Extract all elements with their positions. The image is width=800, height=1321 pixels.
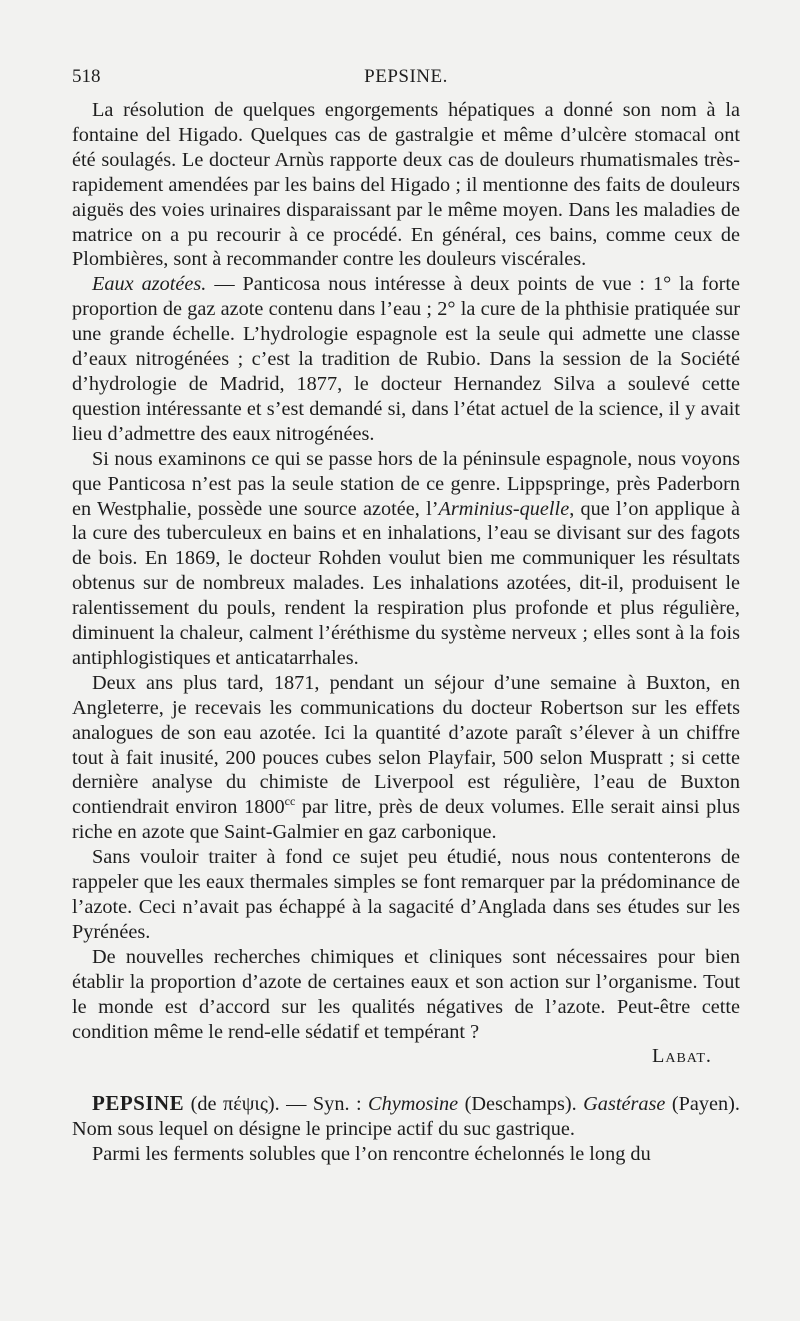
paragraph-buxton <box>72 671 740 845</box>
paragraph-text: Parmi les ferments solubles que l’on rencontre échelonnés le long du <box>92 1143 651 1166</box>
paragraph-text: par litre, près de deux volumes. Elle serait ainsi plus riche en azote que Saint-Galmier en gaz carbonique. <box>72 796 740 844</box>
paragraph-text: , que l’on applique à la cure des tuberculeux en bains et en inhalations, l’eau se divisant sur des fagots de bois. En 1869, le docteur Rohden voulut bien me communiquer les résultats obtenus sur de nombreux malades. Les inhalations azotées, dit-il, produisent le ralentissement du pouls, rendent la respiration plus profonde et plus régulière, diminuent la chaleur, calment l’éréthisme du système nerveux ; elles sont à la fois antiphlogistiques et anticatarrhales. <box>72 497 740 669</box>
paragraph-text: Sans vouloir traiter à fond ce sujet peu étudié, nous nous contenterons de rappeler que les eaux thermales simples se font remarquer par la prédominance de l’azote. Ceci n’avait pas échappé à la sagacité d’Anglada dans ses études sur les Pyrénées. <box>72 846 740 943</box>
entry-definition <box>72 1091 740 1142</box>
source-name-arminius: Arminius-quelle <box>438 497 570 520</box>
paragraph-eaux-azotees <box>72 272 740 446</box>
paragraph-text: De nouvelles recherches chimiques et cliniques sont nécessaires pour bien établir la proportion d’azote de certaines eaux et son action sur l’organisme. Tout le monde est d’accord sur les qualités négatives de l’azote. Peut-être cette condition même le rend-elle sédatif et tempérant ? <box>72 945 740 1043</box>
synonym-source: (Deschamps). <box>458 1093 584 1116</box>
paragraph-text: Deux ans plus tard, 1871, pendant un séjour d’une semaine à Buxton, en Angleterre, je recevais les communications du docteur Robertson sur les effets analogues de son eau azotée. Ici la quantité d’azote paraît s’élever à un chiffre tout à fait inusité, 200 pouces cubes selon Playfair, 500 selon Muspratt ; si cette dernière analyse du chimiste de Liverpool est régulière, l’eau de Buxton contiendrait environ 1800 <box>72 671 740 819</box>
entry-etymology: (de πέψις). — Syn. : <box>184 1093 369 1116</box>
main-text <box>72 98 740 1167</box>
synonym-source: (Payen). Nom sous lequel on désigne le principe actif du suc gastrique. <box>72 1093 740 1141</box>
unit-superscript: cc <box>284 794 296 809</box>
dictionary-entry-pepsine <box>72 1091 740 1167</box>
entry-paragraph <box>72 1142 740 1167</box>
synonym-gasterase: Gastérase <box>583 1093 666 1116</box>
entry-headword: PEPSINE <box>92 1091 185 1116</box>
running-title: PEPSINE. <box>364 66 448 87</box>
page-number: 518 <box>72 66 101 87</box>
paragraph-lippspringe <box>72 447 740 671</box>
paragraph-text: — Panticosa nous intéresse à deux points de vue : 1° la forte proportion de gaz azote contenu dans l’eau ; 2° la cure de la phthisie pratiquée sur une grande échelle. L’hydrologie espagnole est la seule qui admette une classe d’eaux nitrogénées ; c’est la tradition de Rubio. Dans la session de la Société d’hydrologie de Madrid, 1877, le docteur Hernandez Silva a soulevé cette question intéressante et s’est demandé si, dans l’état actuel de la science, il y avait lieu d’admettre des eaux nitrogénées. <box>72 273 740 445</box>
paragraph-text: Si nous examinons ce qui se passe hors de la péninsule espagnole, nous voyons que Panticosa n’est pas la seule station de ce genre. Lippspringe, près Paderborn en Westphalie, possède une source azotée, l’ <box>72 447 740 520</box>
paragraph-anglada <box>72 845 740 945</box>
author-signature: Labat. <box>651 1045 712 1068</box>
synonym-chymosine: Chymosine <box>368 1093 459 1116</box>
paragraph-higado <box>72 98 740 272</box>
section-title-eaux-azotees: Eaux azotées. <box>92 273 207 296</box>
paragraph-recherches <box>72 945 740 1045</box>
page-header <box>72 66 740 94</box>
paragraph-text: La résolution de quelques engorgements hépatiques a donné son nom à la fontaine del Higado. Quelques cas de gastralgie et même d’ulcère stomacal ont été soulagés. Le docteur Arnùs rapporte deux cas de douleurs rhumatismales très-rapidement amendées par les bains del Higado ; il mentionne des faits de douleurs aiguës des voies urinaires disparaissant par le même moyen. Dans les maladies de matrice on a pu recourir à ce procédé. En général, ces bains, comme ceux de Plombières, sont à recommander contre les douleurs viscérales. <box>72 99 740 271</box>
